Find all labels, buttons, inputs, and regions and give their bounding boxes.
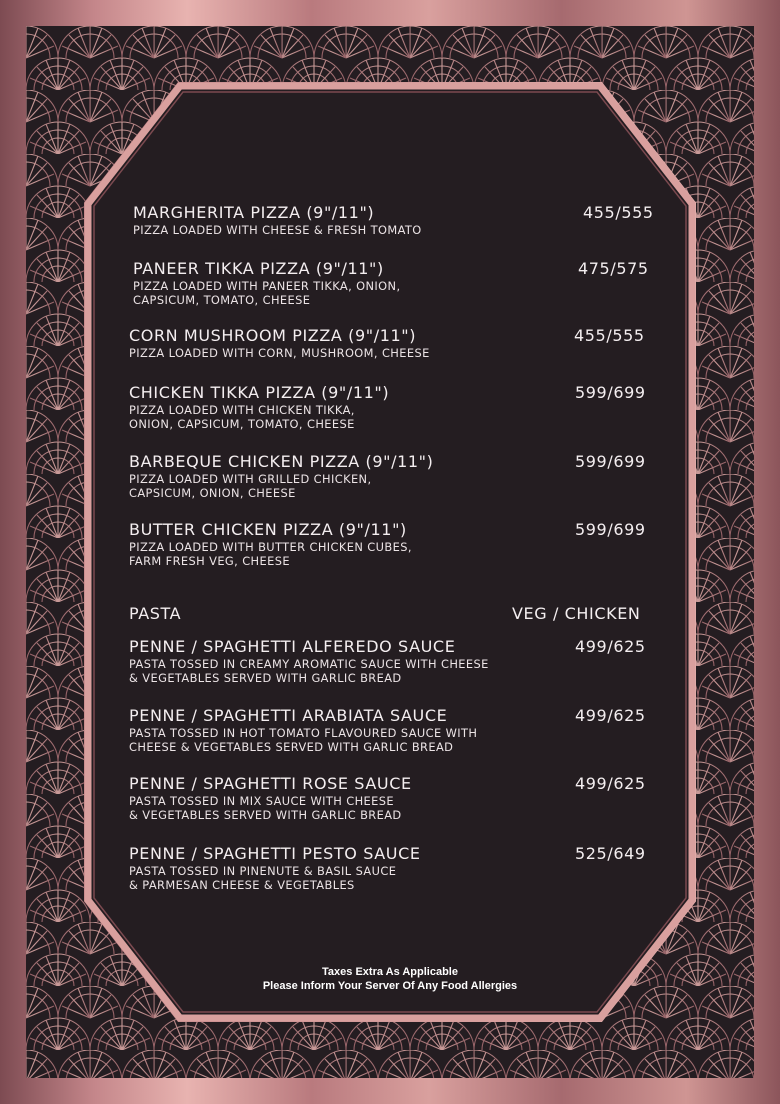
item-price: 499/625 (575, 706, 646, 725)
item-description: PIZZA LOADED WITH GRILLED CHICKEN, CAPSICUM, ONION, CHEESE (129, 472, 372, 500)
item-description: PASTA TOSSED IN CREAMY AROMATIC SAUCE WITH CHEESE & VEGETABLES SERVED WITH GARLIC BREAD (129, 657, 489, 685)
item-price: 525/649 (575, 844, 646, 863)
item-description: PIZZA LOADED WITH CHICKEN TIKKA, ONION, CAPSICUM, TOMATO, CHEESE (129, 403, 355, 431)
item-name: CHICKEN TIKKA PIZZA (9"/11") (129, 383, 390, 402)
item-price: 455/555 (583, 203, 654, 222)
item-price: 599/699 (575, 383, 646, 402)
item-price: 455/555 (574, 326, 645, 345)
item-description: PASTA TOSSED IN HOT TOMATO FLAVOURED SAUCE WITH CHEESE & VEGETABLES SERVED WITH GARLIC BREAD (129, 726, 478, 754)
item-name: PENNE / SPAGHETTI ROSE SAUCE (129, 774, 412, 793)
item-name: PENNE / SPAGHETTI PESTO SAUCE (129, 844, 421, 863)
item-description: PASTA TOSSED IN MIX SAUCE WITH CHEESE & VEGETABLES SERVED WITH GARLIC BREAD (129, 794, 402, 822)
item-description: PIZZA LOADED WITH BUTTER CHICKEN CUBES, FARM FRESH VEG, CHEESE (129, 540, 412, 568)
item-price: 599/699 (575, 520, 646, 539)
item-name: MARGHERITA PIZZA (9"/11") (133, 203, 375, 222)
taxes-note: Taxes Extra As Applicable (322, 966, 458, 978)
item-price: 475/575 (578, 259, 649, 278)
item-name: PENNE / SPAGHETTI ARABIATA SAUCE (129, 706, 448, 725)
item-name: CORN MUSHROOM PIZZA (9"/11") (129, 326, 417, 345)
item-description: PIZZA LOADED WITH CORN, MUSHROOM, CHEESE (129, 346, 430, 360)
item-description: PIZZA LOADED WITH CHEESE & FRESH TOMATO (133, 223, 422, 237)
item-price: 499/625 (575, 637, 646, 656)
item-price: 499/625 (575, 774, 646, 793)
item-name: BARBEQUE CHICKEN PIZZA (9"/11") (129, 452, 434, 471)
item-description: PASTA TOSSED IN PINENUTE & BASIL SAUCE & PARMESAN CHEESE & VEGETABLES (129, 864, 397, 892)
allergy-note: Please Inform Your Server Of Any Food Allergies (262, 980, 518, 992)
item-name: PANEER TIKKA PIZZA (9"/11") (133, 259, 384, 278)
item-name: BUTTER CHICKEN PIZZA (9"/11") (129, 520, 407, 539)
item-description: PIZZA LOADED WITH PANEER TIKKA, ONION, CAPSICUM, TOMATO, CHEESE (133, 279, 401, 307)
price-column-header: VEG / CHICKEN (512, 604, 641, 623)
item-price: 599/699 (575, 452, 646, 471)
section-title: PASTA (129, 604, 182, 623)
item-name: PENNE / SPAGHETTI ALFEREDO SAUCE (129, 637, 456, 656)
